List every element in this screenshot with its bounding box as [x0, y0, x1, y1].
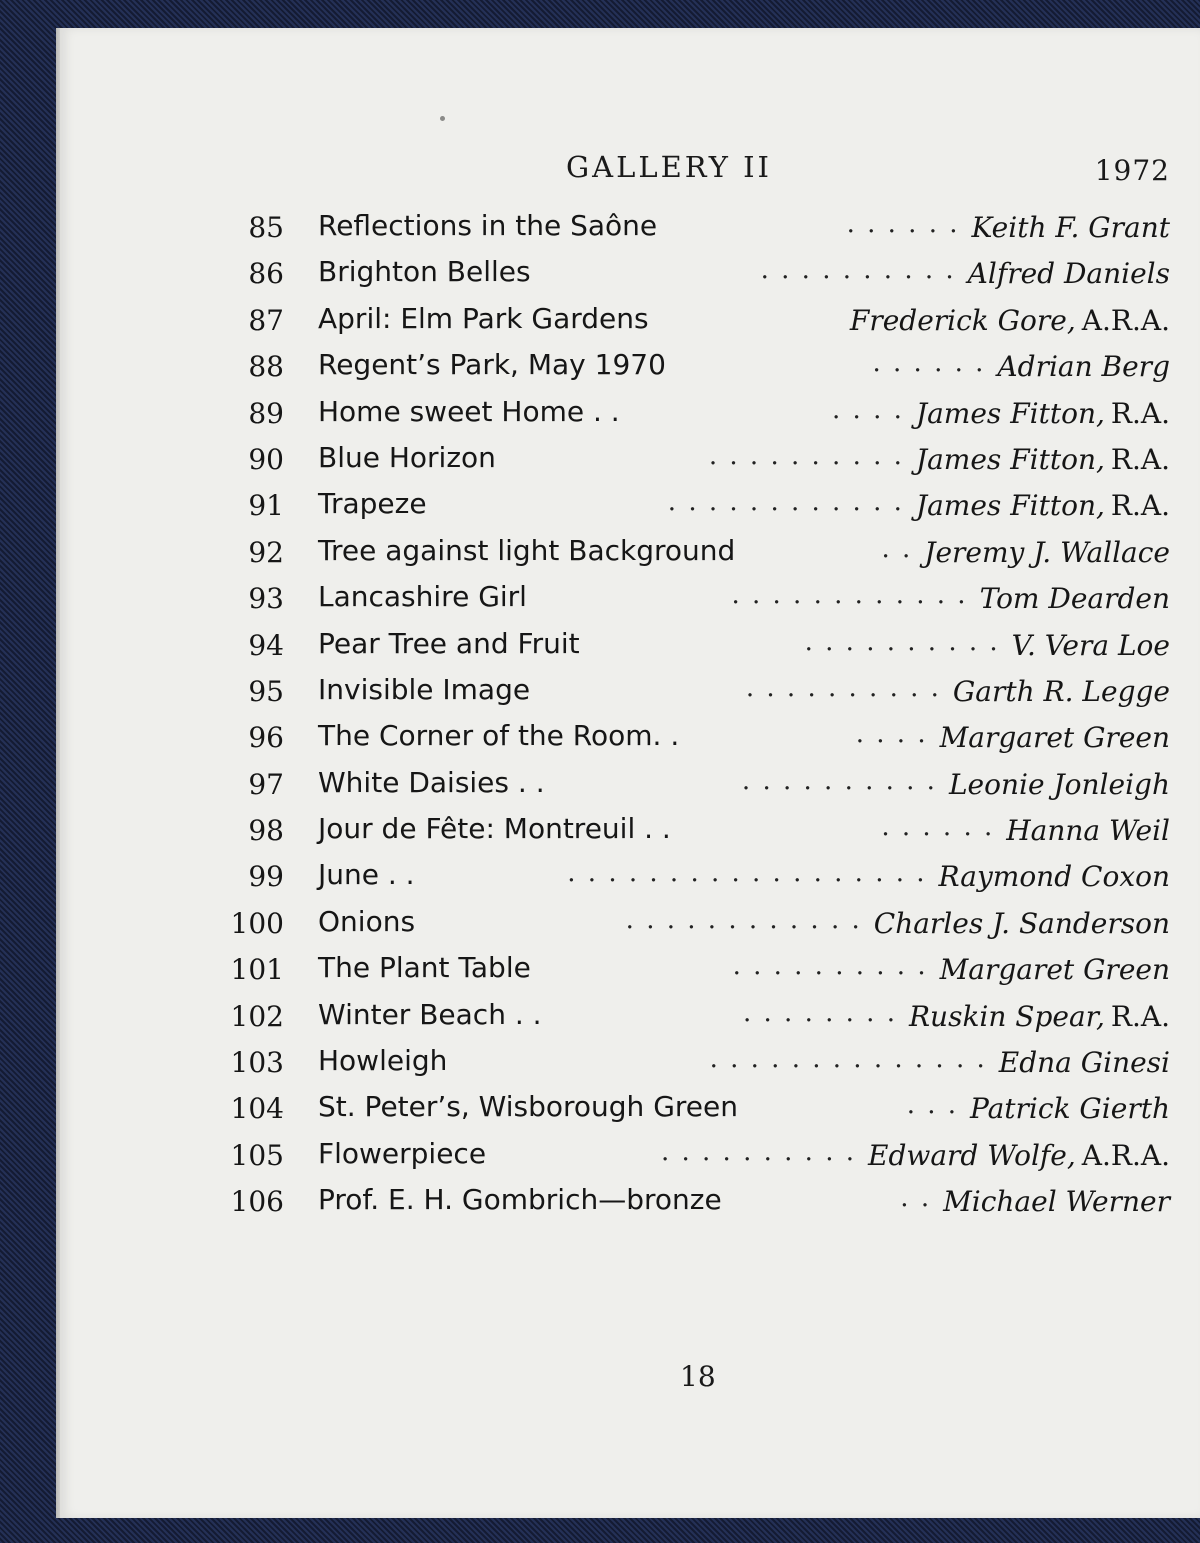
- entry-title: Prof. E. H. Gombrich—bronze: [318, 1183, 722, 1217]
- leader-dots: . . . . . . . . . .: [745, 672, 941, 703]
- entry-number: 87: [248, 303, 284, 337]
- artist-name: Charles J. Sanderson: [873, 906, 1170, 940]
- catalogue-entry: [222, 623, 1170, 669]
- leader-dots: . . . . . . . . . .: [804, 626, 1000, 657]
- entry-title: St. Peter’s, Wisborough Green: [318, 1090, 738, 1124]
- artist-name: Edna Ginesi: [998, 1046, 1170, 1080]
- catalogue-entry: [222, 251, 1170, 297]
- entry-number: 98: [248, 814, 284, 848]
- entry-title: The Plant Table: [318, 951, 531, 985]
- entry-artist: [916, 397, 1170, 430]
- catalogue-entry: [222, 391, 1170, 437]
- artist-name: Patrick Gierth: [970, 1092, 1170, 1126]
- catalogue-entry: [222, 205, 1170, 251]
- entry-title: Onions: [318, 904, 416, 938]
- entry-number: 90: [248, 442, 284, 476]
- leader-dots: . . . .: [855, 719, 928, 750]
- catalogue-entry: [222, 1086, 1170, 1132]
- entry-title: Pear Tree and Fruit: [318, 626, 580, 660]
- entry-title: Winter Beach . .: [318, 997, 542, 1031]
- entry-number: 91: [248, 489, 284, 523]
- leader-dots: . . . . . . . . . .: [708, 440, 904, 471]
- artist-honour: A.R.A.: [1081, 303, 1170, 337]
- entry-title: April: Elm Park Gardens: [318, 301, 649, 335]
- entry-title: White Daisies . .: [318, 765, 545, 799]
- entry-artist: [916, 489, 1170, 522]
- leader-dots: . .: [881, 533, 913, 564]
- entry-number: 86: [248, 257, 284, 291]
- leader-dots: . . . .: [832, 394, 904, 425]
- entry-artist: [940, 953, 1170, 986]
- artist-name: James Fitton,: [915, 489, 1105, 523]
- artist-name: Michael Werner: [943, 1185, 1170, 1219]
- catalogue-list: [222, 205, 1170, 1226]
- entry-artist: [1006, 814, 1170, 847]
- artist-name: Ruskin Spear,: [908, 999, 1105, 1033]
- entry-artist: [924, 536, 1170, 569]
- entry-number: 85: [248, 211, 284, 244]
- entry-number: 100: [230, 906, 284, 940]
- catalogue-entry: [222, 530, 1170, 576]
- entry-title: Reflections in the Saône: [318, 209, 658, 242]
- entry-title: Blue Horizon: [318, 440, 496, 474]
- entry-artist: [868, 1139, 1170, 1172]
- catalogue-entry: [222, 762, 1170, 808]
- catalogue-entry: [222, 576, 1170, 622]
- entry-title: Jour de Fête: Montreuil . .: [318, 812, 671, 846]
- leader-dots: . . . . . . . . . . . .: [625, 904, 862, 935]
- leader-dots: . . . . . . . . . . . .: [667, 487, 904, 518]
- running-header: [60, 150, 1170, 194]
- artist-name: James Fitton,: [915, 442, 1105, 476]
- artist-honour: R.A.: [1110, 442, 1170, 476]
- entry-number: 89: [248, 396, 284, 430]
- entry-artist: [953, 675, 1170, 708]
- catalogue-entry: [222, 1179, 1170, 1225]
- artist-name: Raymond Coxon: [938, 860, 1170, 894]
- entry-artist: [949, 768, 1170, 801]
- leader-dots: . . . . . . . . . .: [741, 765, 937, 796]
- artist-name: Frederick Gore,: [849, 303, 1076, 337]
- leader-dots: . . . . . . . . . . . . . . . . . .: [567, 858, 927, 889]
- catalogue-entry: [222, 1133, 1170, 1179]
- entry-artist: [943, 1185, 1170, 1218]
- leader-dots: . . . . . .: [872, 348, 986, 379]
- artist-name: V. Vera Loe: [1011, 628, 1170, 662]
- entry-artist: [968, 257, 1170, 290]
- entry-title: The Corner of the Room. .: [318, 719, 680, 753]
- paper-speck: [440, 116, 445, 121]
- entry-artist: [850, 304, 1170, 337]
- leader-dots: . . . . . . . . . .: [660, 1136, 856, 1167]
- leader-dots: . .: [900, 1183, 932, 1214]
- artist-honour: A.R.A.: [1081, 1138, 1170, 1172]
- entry-artist: [916, 443, 1170, 476]
- entry-artist: [940, 721, 1170, 754]
- entry-number: 94: [248, 628, 284, 662]
- artist-name: Alfred Daniels: [967, 257, 1170, 291]
- entry-artist: [909, 1000, 1170, 1033]
- catalogue-entry: [222, 715, 1170, 761]
- entry-title: Lancashire Girl: [318, 580, 527, 614]
- artist-name: Margaret Green: [939, 953, 1170, 987]
- entry-number: 96: [248, 721, 284, 755]
- artist-name: Leonie Jonleigh: [948, 767, 1170, 801]
- leader-dots: . . . . . . . . . .: [732, 951, 928, 982]
- catalogue-year: 1972: [1094, 154, 1170, 187]
- artist-name: Margaret Green: [939, 721, 1170, 755]
- leader-dots: . . . . . . . . . . . . . .: [709, 1044, 987, 1075]
- entry-number: 102: [230, 999, 284, 1033]
- entry-number: 105: [230, 1138, 284, 1172]
- entry-number: 97: [248, 767, 284, 801]
- entry-artist: [970, 1092, 1170, 1125]
- entry-number: 92: [248, 535, 284, 569]
- entry-artist: [999, 1046, 1170, 1079]
- artist-name: Jeremy J. Wallace: [924, 535, 1170, 569]
- catalogue-entry: [222, 344, 1170, 390]
- artist-name: Keith F. Grant: [971, 211, 1170, 244]
- artist-honour: R.A.: [1110, 999, 1170, 1033]
- entry-number: 99: [248, 860, 284, 894]
- entry-title: Regent’s Park, May 1970: [318, 348, 666, 382]
- entry-artist: [874, 907, 1170, 940]
- artist-name: Adrian Berg: [997, 350, 1170, 384]
- entry-number: 103: [230, 1046, 284, 1080]
- entry-artist: [939, 860, 1170, 893]
- entry-title: Home sweet Home . .: [318, 394, 620, 428]
- catalogue-entry: [222, 669, 1170, 715]
- entry-title: Trapeze: [318, 487, 427, 521]
- entry-number: 101: [230, 953, 284, 987]
- catalogue-entry: [222, 437, 1170, 483]
- artist-name: James Fitton,: [915, 396, 1105, 430]
- entry-artist: [980, 582, 1170, 615]
- artist-honour: R.A.: [1110, 489, 1170, 523]
- entry-title: Flowerpiece: [318, 1136, 487, 1170]
- entry-artist: [1012, 629, 1170, 662]
- entry-artist: [997, 350, 1170, 383]
- catalogue-entry: [222, 483, 1170, 529]
- catalogue-entry: [222, 947, 1170, 993]
- entry-number: 93: [248, 582, 284, 616]
- entry-title: Howleigh: [318, 1044, 448, 1078]
- leader-dots: . . . . . .: [881, 812, 995, 843]
- artist-honour: R.A.: [1110, 396, 1170, 430]
- entry-number: 104: [230, 1092, 284, 1126]
- leader-dots: . . . . . . . .: [742, 997, 897, 1028]
- catalogue-entry: [222, 854, 1170, 900]
- entry-title: Tree against light Background: [318, 533, 736, 567]
- entry-title: June . .: [318, 858, 415, 892]
- page-number: 18: [680, 1360, 716, 1393]
- entry-title: Brighton Belles: [318, 255, 531, 289]
- catalogue-entry: [222, 994, 1170, 1040]
- leader-dots: . . . . . . . . . .: [760, 255, 956, 286]
- entry-number: 95: [248, 674, 284, 708]
- artist-name: Edward Wolfe,: [868, 1138, 1076, 1172]
- entry-number: 88: [248, 350, 284, 384]
- catalogue-entry: [222, 901, 1170, 947]
- artist-name: Tom Dearden: [979, 582, 1170, 616]
- catalogue-entry: [222, 298, 1170, 344]
- leader-dots: . . .: [906, 1090, 959, 1121]
- catalogue-entry: [222, 808, 1170, 854]
- entry-title: Invisible Image: [318, 672, 531, 706]
- artist-name: Hanna Weil: [1006, 814, 1170, 848]
- leader-dots: . . . . . . . . . . . .: [731, 580, 968, 611]
- entry-artist: [972, 211, 1170, 244]
- catalogue-entry: [222, 1040, 1170, 1086]
- gallery-title: GALLERY II: [566, 150, 773, 184]
- artist-name: Garth R. Legge: [952, 674, 1170, 708]
- leader-dots: . . . . . .: [846, 209, 960, 239]
- entry-number: 106: [230, 1185, 284, 1219]
